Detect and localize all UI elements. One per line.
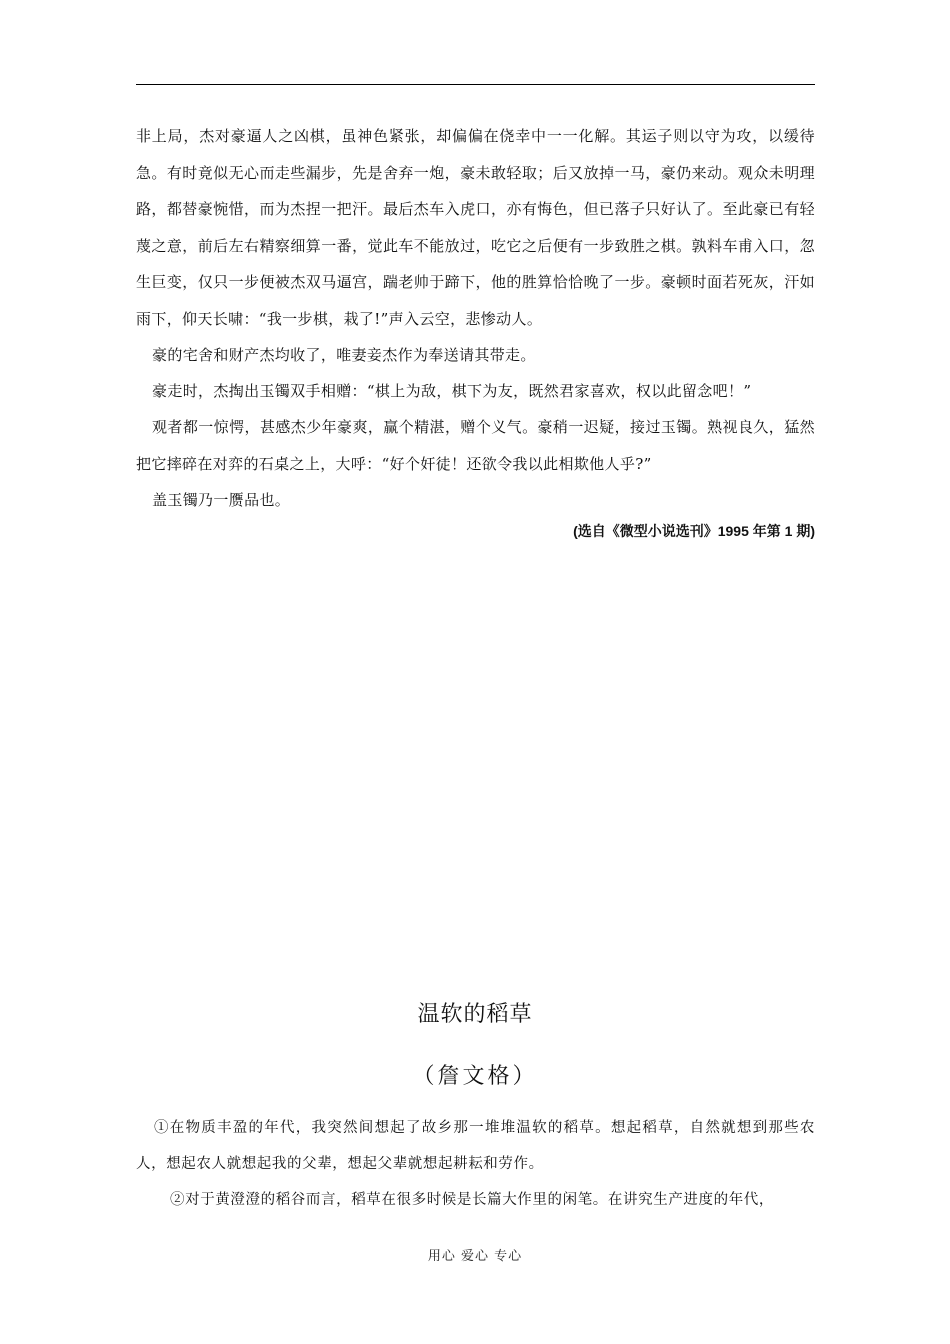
article-paragraph-2: ②对于黄澄澄的稻谷而言，稻草在很多时候是长篇大作里的闲笔。在讲究生产进度的年代， [170, 1192, 774, 1208]
story-paragraph-4: 观者都一惊愕，甚感杰少年豪爽，赢个精湛，赠个义气。豪稍一迟疑，接过玉镯。熟视良久，猛然把它摔碎在对弈的石桌之上，大呼：“好个奸徒！还欲令我以此相欺他人乎?” [136, 418, 815, 473]
header-rule [136, 84, 815, 85]
story-paragraph-3: 豪走时，杰掏出玉镯双手相赠：“棋上为敌，棋下为友，既然君家喜欢，权以此留念吧！” [152, 382, 752, 400]
page-footer: 用心 爱心 专心 [427, 1249, 523, 1264]
article-paragraph-1: ①在物质丰盈的年代，我突然间想起了故乡那一堆堆温软的稻草。想起稻草，自然就想到那些农人，想起农人就想起我的父辈，想起父辈就想起耕耘和劳作。 [136, 1120, 815, 1172]
story-paragraph-5: 盖玉镯乃一赝品也。 [152, 491, 291, 509]
article-author: （詹文格） [412, 1064, 538, 1089]
story-paragraph-1: 非上局，杰对豪逼人之凶棋，虽神色紧张，却偏偏在侥幸中一一化解。其运子则以守为攻，以缓待急。有时竟似无心而走些漏步，先是舍弃一炮，豪未敢轻取；后又放掉一马，豪仍来动。观众未明理路，都替豪惋惜，而为杰捏一把汗。最后杰车入虎口，亦有悔色，但已落子只好认了。至此豪已有轻蔑之意，前后左右精察细算一番，觉此车不能放过，吃它之后便有一步致胜之棋。孰料车甫入口，忽生巨变，仅只一步便被杰双马逼宫，踹老帅于蹄下，他的胜算恰恰晚了一步。豪顿时面若死灰，汗如雨下，仰天长啸：“我一步棋，栽了!”声入云空，悲惨动人。 [136, 127, 815, 328]
story-paragraph-2: 豪的宅舍和财产杰均收了，唯妻妾杰作为奉送请其带走。 [152, 346, 536, 364]
source-citation: (选自《微型小说选刊》1995 年第 1 期) [573, 523, 815, 539]
article-title: 温软的稻草 [417, 1002, 533, 1027]
